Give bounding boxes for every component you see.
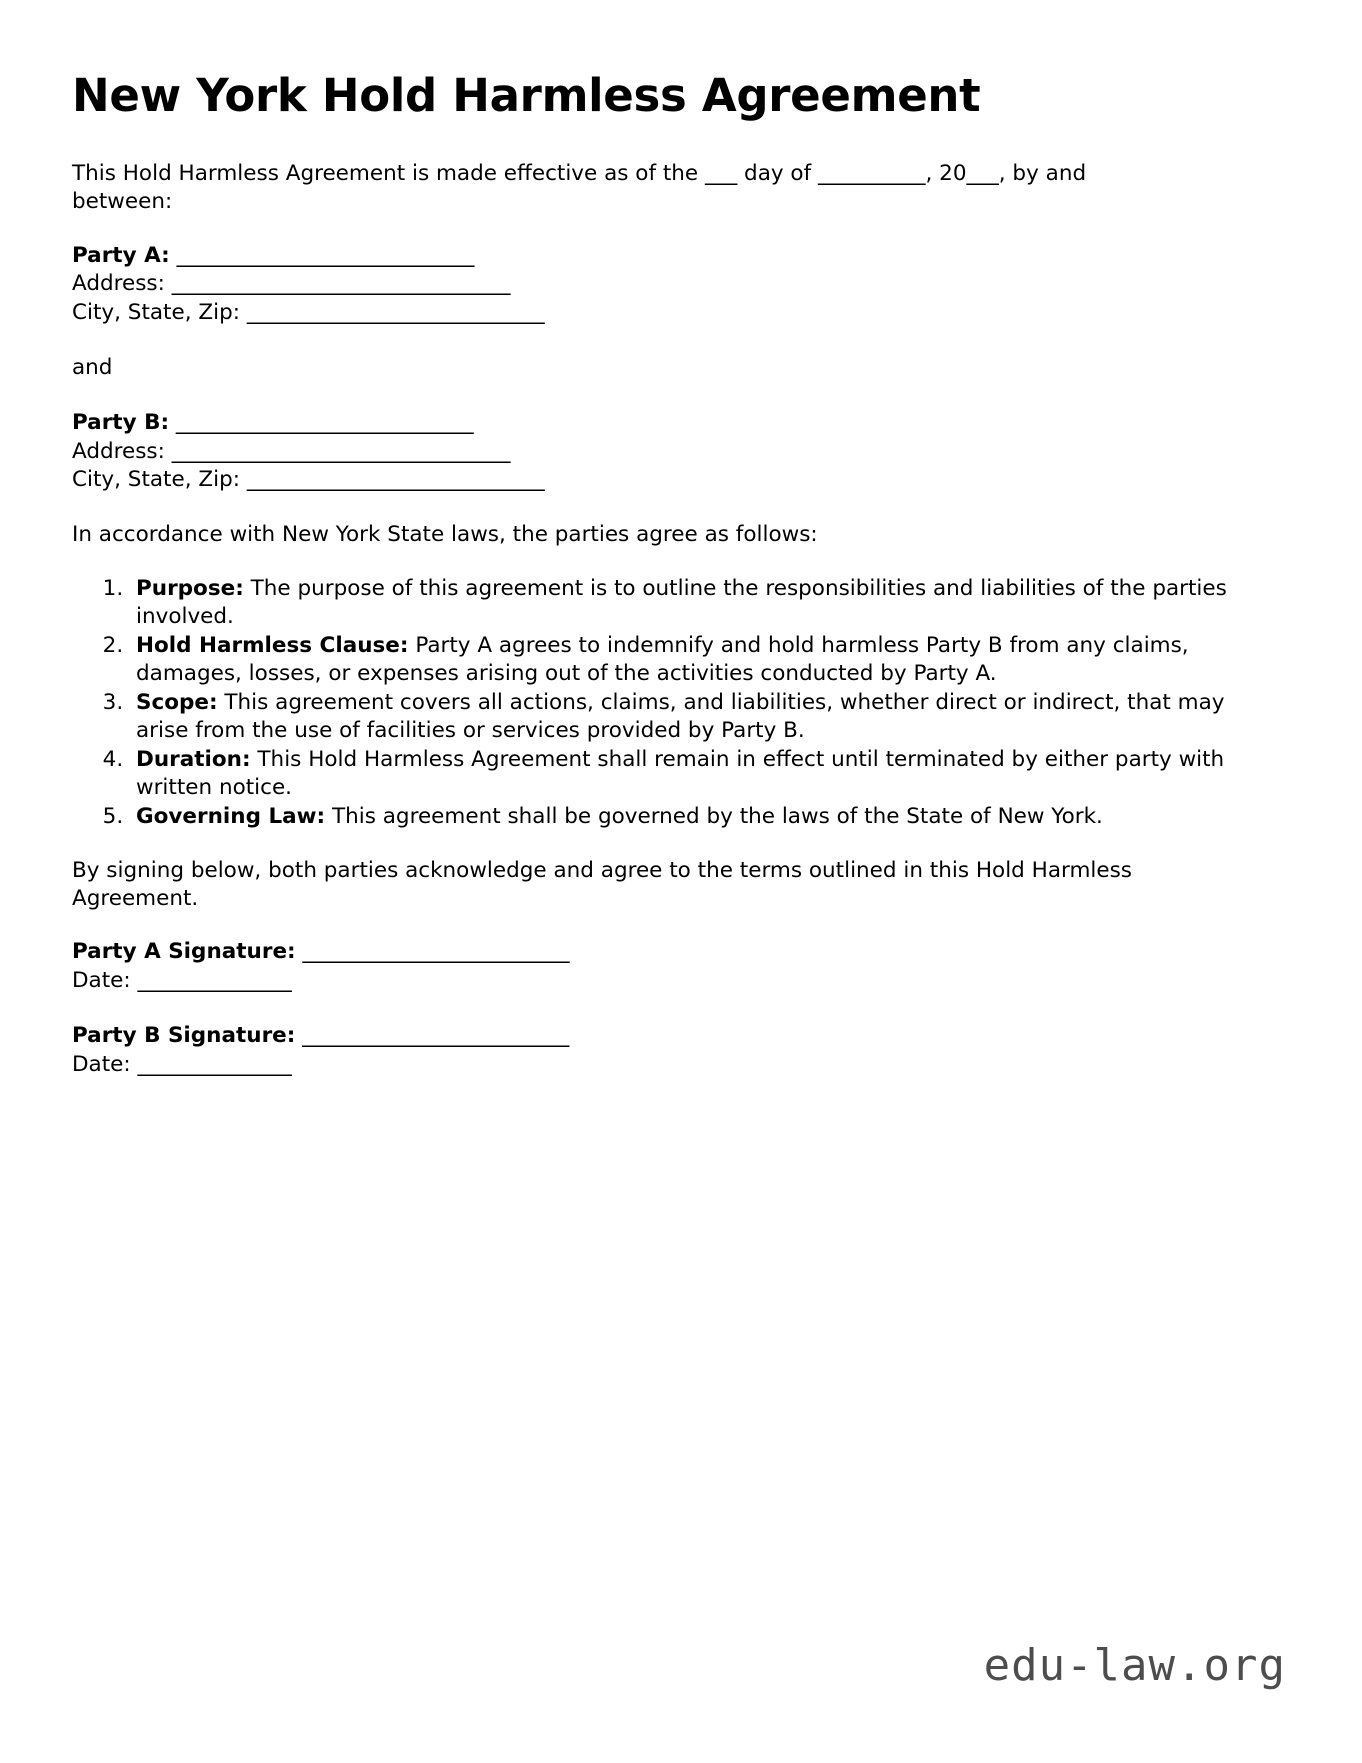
party-b-address-label: Address: [72, 438, 165, 464]
term-heading: Purpose: [136, 576, 244, 602]
party-b-block [72, 409, 1282, 495]
intro-paragraph: This Hold Harmless Agreement is made effective as of the ___ day of __________, 20___, by and between: [72, 160, 1087, 214]
list-item [130, 689, 1240, 745]
party-a-signature-line [72, 938, 1282, 967]
party-b-city-state-zip-blank[interactable]: _____________________________ [246, 467, 545, 493]
party-a-city-state-zip-blank[interactable]: _____________________________ [246, 300, 545, 326]
list-item [130, 575, 1240, 631]
party-a-block [72, 242, 1282, 328]
party-b-city-state-zip-line [72, 466, 1282, 495]
party-b-signature-blank[interactable]: __________________________ [302, 1023, 569, 1049]
list-item [130, 803, 1240, 831]
term-heading: Duration: [136, 746, 251, 772]
list-item [130, 632, 1240, 688]
term-heading: Hold Harmless Clause: [136, 633, 409, 659]
party-b-date-line [72, 1051, 1282, 1080]
party-a-name-label: Party A: [72, 242, 170, 268]
term-text: This agreement shall be governed by the laws of the State of New York. [325, 803, 1103, 829]
list-item [130, 746, 1240, 802]
party-a-address-blank[interactable]: _________________________________ [171, 271, 510, 297]
party-a-city-state-zip-line [72, 299, 1282, 328]
term-text: Party A agrees to indemnify and hold harmless Party B from any claims, damages, losses, or expenses arising out of the activities conducted by Party A. [136, 633, 1189, 686]
party-a-address-line [72, 270, 1282, 299]
party-b-signature-block [72, 1022, 1282, 1080]
party-b-address-line [72, 438, 1282, 467]
party-b-name-blank[interactable]: _____________________________ [175, 409, 474, 435]
term-text: This agreement covers all actions, claims, and liabilities, whether direct or indirect, that may arise from the use of facilities or services provided by Party B. [136, 689, 1225, 743]
conjunction-and: and [72, 355, 113, 381]
party-b-signature-line [72, 1022, 1282, 1051]
party-a-signature-blank[interactable]: __________________________ [302, 939, 569, 965]
term-text: The purpose of this agreement is to outline the responsibilities and liabilities of the parties involved. [136, 576, 1227, 630]
signing-paragraph: By signing below, both parties acknowledge and agree to the terms outlined in this Hold Harmless Agreement. [72, 857, 1132, 911]
party-a-name-line [72, 242, 1282, 271]
party-b-signature-label: Party B Signature: [72, 1023, 296, 1049]
party-a-signature-block [72, 938, 1282, 996]
party-b-city-state-zip-label: City, State, Zip: [72, 467, 240, 493]
accordance-paragraph: In accordance with New York State laws, the parties agree as follows: [72, 522, 818, 548]
terms-list [72, 575, 1240, 830]
party-b-address-blank[interactable]: _________________________________ [171, 438, 510, 464]
party-a-city-state-zip-label: City, State, Zip: [72, 300, 240, 326]
party-a-date-blank[interactable]: _______________ [137, 968, 292, 994]
term-heading: Governing Law: [136, 803, 326, 829]
party-b-name-line [72, 409, 1282, 438]
party-b-date-blank[interactable]: _______________ [137, 1051, 292, 1077]
site-watermark: edu-law.org [983, 1640, 1286, 1691]
page-title: New York Hold Harmless Agreement [72, 69, 981, 122]
party-b-date-label: Date: [72, 1051, 131, 1077]
term-text: This Hold Harmless Agreement shall remain in effect until terminated by either party with written notice. [136, 746, 1225, 800]
party-b-name-label: Party B: [72, 409, 170, 435]
term-heading: Scope: [136, 689, 218, 715]
party-a-date-label: Date: [72, 968, 131, 994]
party-a-name-blank[interactable]: _____________________________ [176, 242, 474, 268]
party-a-date-line [72, 967, 1282, 996]
party-a-signature-label: Party A Signature: [72, 939, 296, 965]
party-a-address-label: Address: [72, 271, 165, 297]
